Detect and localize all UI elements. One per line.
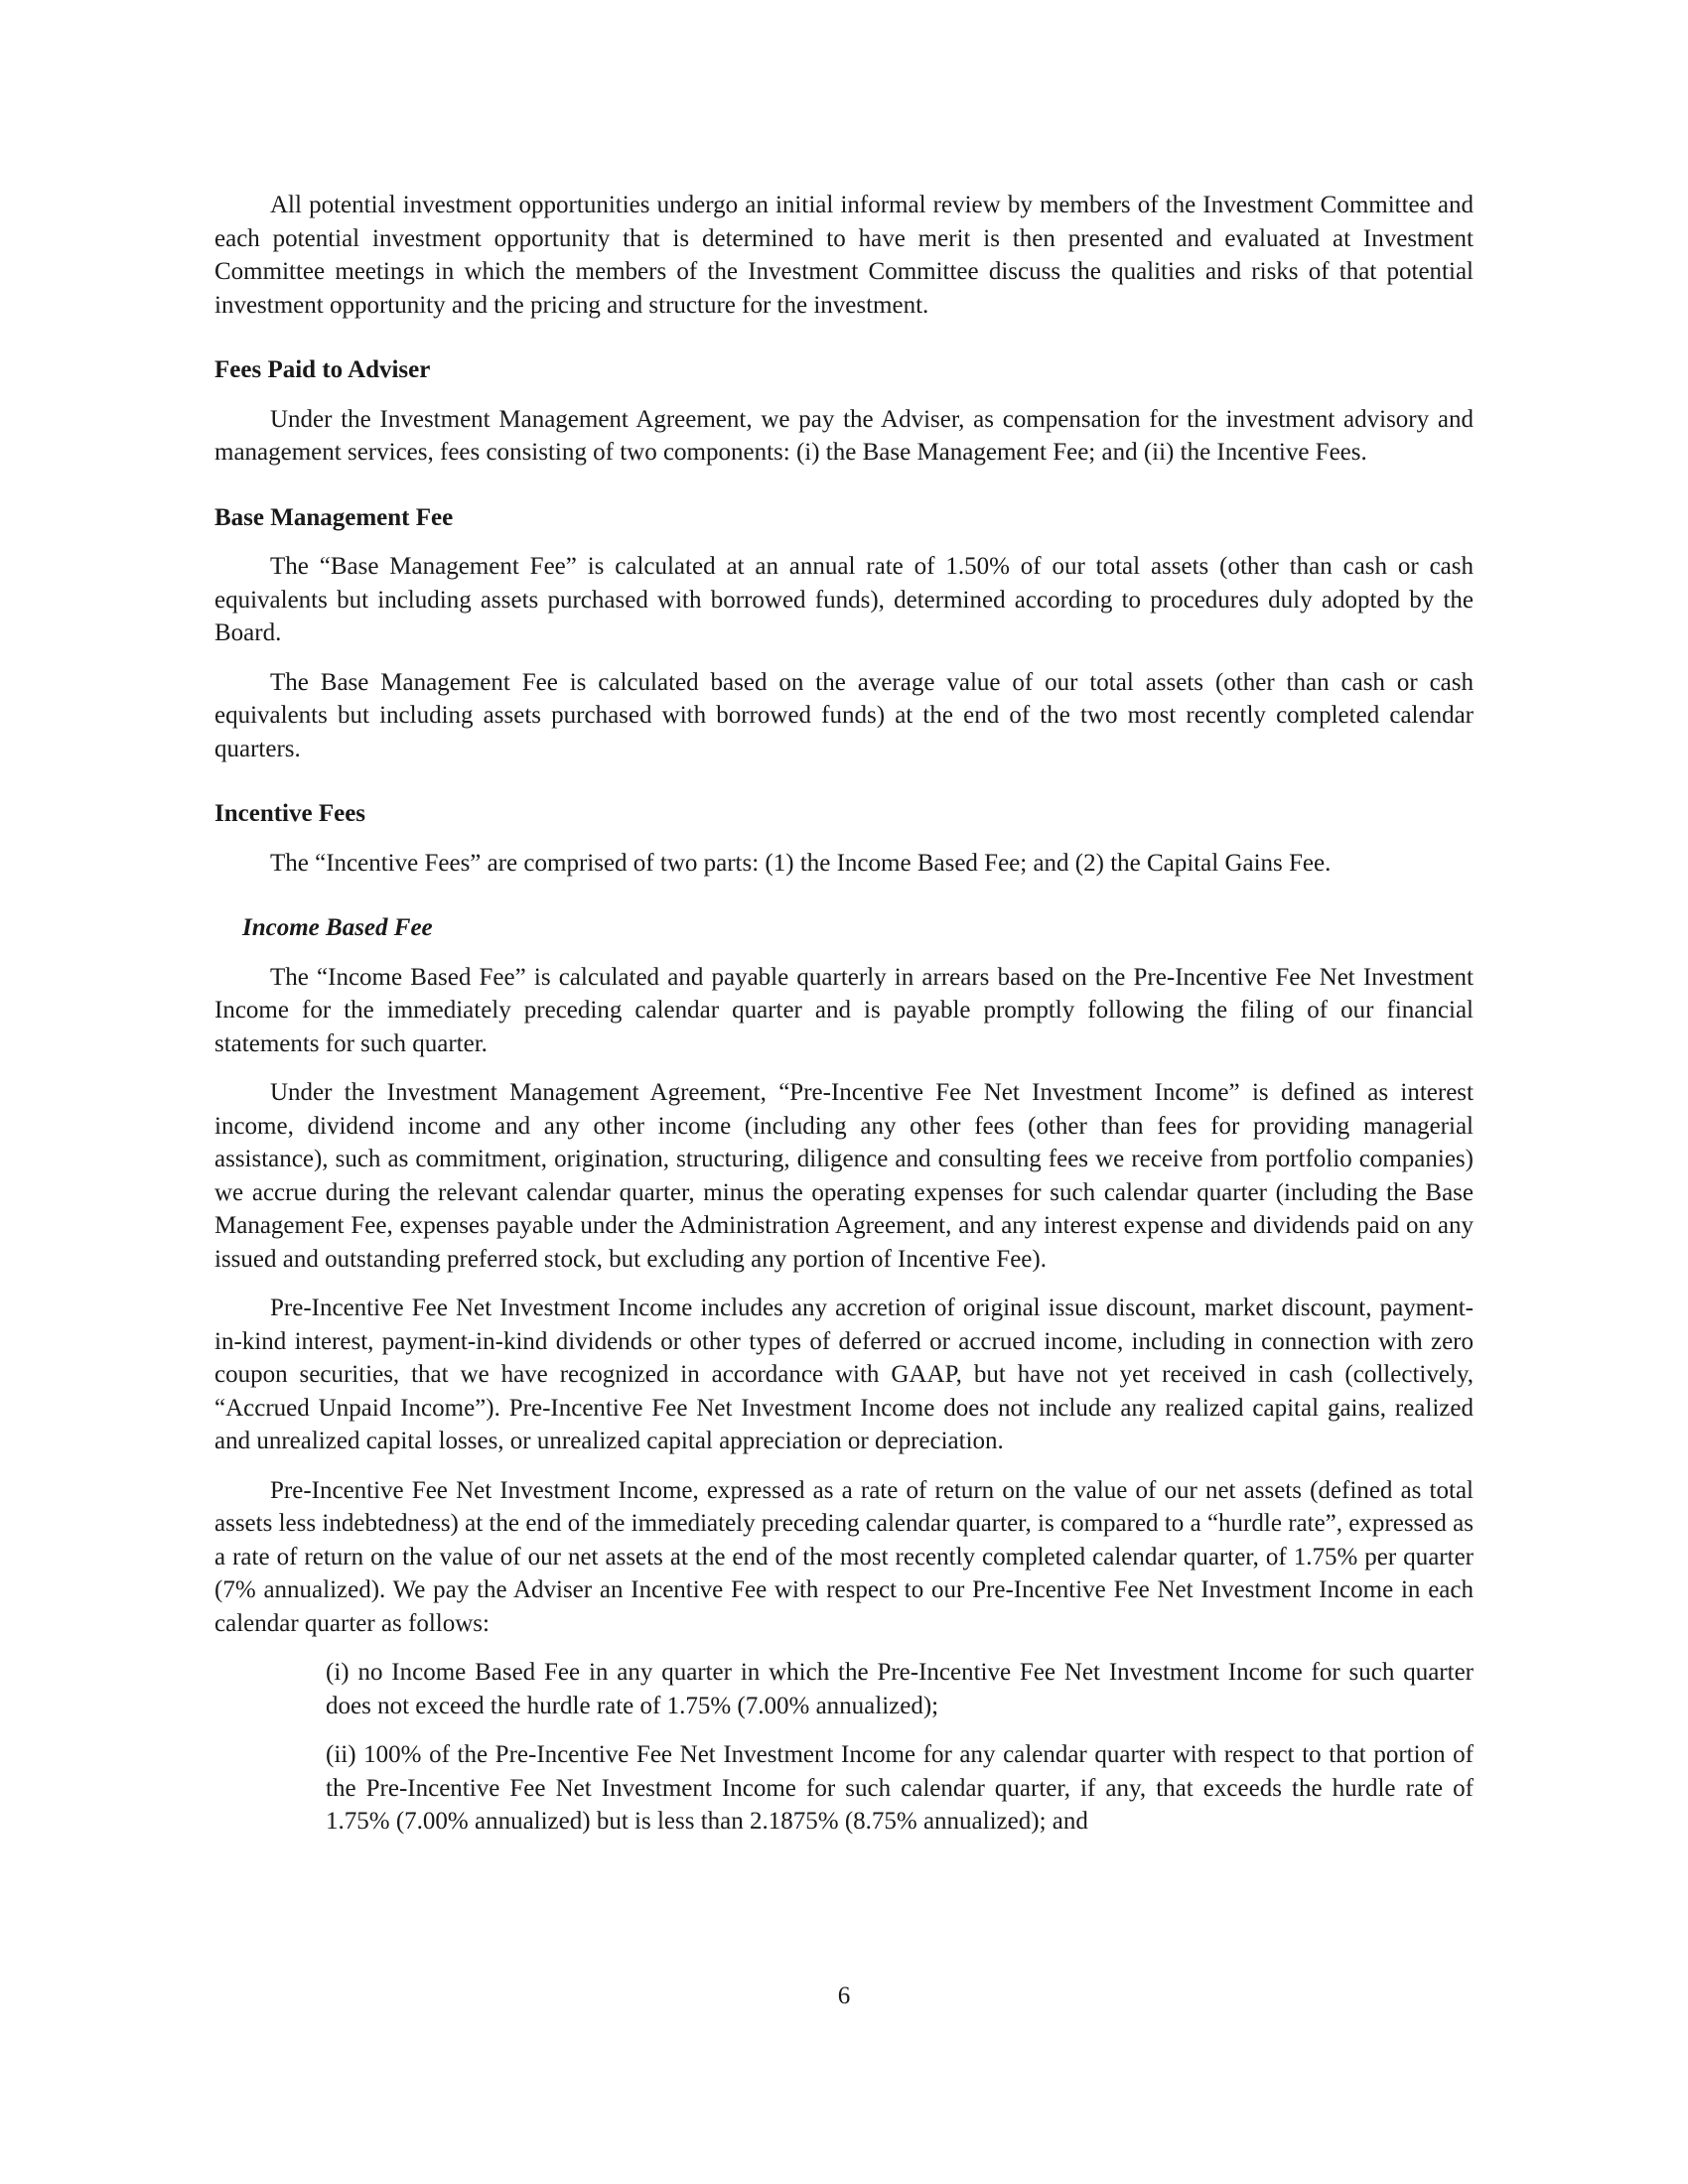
- paragraph-income-based-fee-definition: The “Income Based Fee” is calculated and payable quarterly in arrears based on the Pre-Incentive Fee Net Investment Income for the immediately preceding calendar quarter and is payable promptly following the filing of our financial statements for such quarter.: [214, 963, 1474, 1057]
- paragraph-base-fee-rate: The “Base Management Fee” is calculated at an annual rate of 1.50% of our total assets (other than cash or cash equivalents but including assets purchased with borrowed funds), determined according to procedures duly adopted by the Board.: [214, 553, 1474, 646]
- heading-base-management-fee: Base Management Fee: [214, 503, 454, 531]
- heading-fees-paid-to-adviser: Fees Paid to Adviser: [214, 356, 431, 383]
- paragraph-accrued-unpaid-income: Pre-Incentive Fee Net Investment Income includes any accretion of original issue discount, market discount, payment-in-kind interest, payment-in-kind dividends or other types of deferred or accrued income, including in connection with zero coupon securities, that we have recognized in accordance with GAAP, but have not yet received in cash (collectively, “Accrued Unpaid Income”). Pre-Incentive Fee Net Investment Income does not include any realized capital gains, realized and unrealized capital losses, or unrealized capital appreciation or depreciation.: [214, 1295, 1474, 1454]
- page-number: 6: [837, 1982, 851, 2009]
- paragraph-incentive-fees-parts: The “Incentive Fees” are comprised of two parts: (1) the Income Based Fee; and (2) the Capital Gains Fee.: [270, 849, 1332, 877]
- paragraph-fees-components: Under the Investment Management Agreement, we pay the Adviser, as compensation for the investment advisory and management services, fees consisting of two components: (i) the Base Management Fee; and (ii) the Incentive Fees.: [214, 405, 1474, 466]
- heading-income-based-fee: Income Based Fee: [242, 914, 433, 941]
- paragraph-investment-review: All potential investment opportunities undergo an initial informal review by members of the Investment Committee and each potential investment opportunity that is determined to have merit is then presented and evaluated at Investment Committee meetings in which the members of the Investment Committee discuss the qualities and risks of that potential investment opportunity and the pricing and structure for the investment.: [214, 192, 1474, 319]
- list-item-no-income-fee: (i) no Income Based Fee in any quarter in which the Pre-Incentive Fee Net Investment Income for such quarter does not exceed the hurdle rate of 1.75% (7.00% annualized);: [326, 1659, 1474, 1719]
- paragraph-base-fee-calculation: The Base Management Fee is calculated based on the average value of our total assets (other than cash or cash equivalents but including assets purchased with borrowed funds) at the end of the two most recently completed calendar quarters.: [214, 668, 1474, 762]
- list-item-catch-up: (ii) 100% of the Pre-Incentive Fee Net Investment Income for any calendar quarter with respect to that portion of the Pre-Incentive Fee Net Investment Income for such calendar quarter, if any, that exceeds the hurdle rate of 1.75% (7.00% annualized) but is less than 2.1875% (8.75% annualized); and: [326, 1741, 1474, 1835]
- paragraph-hurdle-rate: Pre-Incentive Fee Net Investment Income, expressed as a rate of return on the value of our net assets (defined as total assets less indebtedness) at the end of the immediately preceding calendar quarter, is compared to a “hurdle rate”, expressed as a rate of return on the value of our net assets at the end of the most recently completed calendar quarter, of 1.75% per quarter (7% annualized). We pay the Adviser an Incentive Fee with respect to our Pre-Incentive Fee Net Investment Income in each calendar quarter as follows:: [214, 1476, 1474, 1637]
- document-page: [214, 189, 1474, 1839]
- heading-incentive-fees: Incentive Fees: [214, 800, 366, 827]
- paragraph-pre-incentive-definition: Under the Investment Management Agreement, “Pre-Incentive Fee Net Investment Income” is defined as interest income, dividend income and any other income (including any other fees (other than fees for providing managerial assistance), such as commitment, origination, structuring, diligence and consulting fees we receive from portfolio companies) we accrue during the relevant calendar quarter, minus the operating expenses for such calendar quarter (including the Base Management Fee, expenses payable under the Administration Agreement, and any interest expense and dividends paid on any issued and outstanding preferred stock, but excluding any portion of Incentive Fee).: [214, 1079, 1474, 1273]
